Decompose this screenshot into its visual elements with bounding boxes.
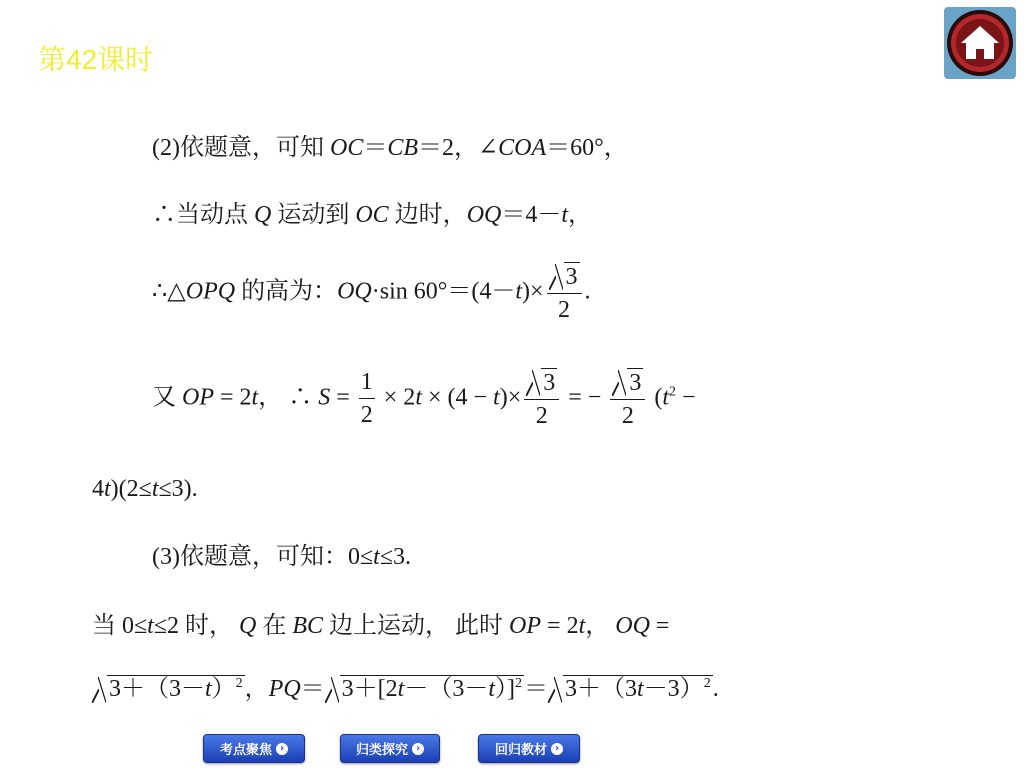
fraction-sqrt3-over-2: $\frac{3}{2}$ <box>547 262 582 324</box>
fraction-sqrt3-over-2: $\frac{3}{2}$ <box>524 368 559 430</box>
fraction-sqrt3-over-2: $\frac{3}{2}$ <box>610 368 645 430</box>
home-button[interactable] <box>944 7 1016 79</box>
chevron-right-icon: › <box>551 743 563 755</box>
chevron-right-icon: › <box>276 743 288 755</box>
solution-line-5: 4t)(2≤t≤3). <box>92 476 198 502</box>
nav-button-guilei[interactable]: 归类探究 › <box>340 734 440 763</box>
solution-line-1: (2)依题意，可知 OC＝CB＝2，∠COA＝60°， <box>152 135 628 161</box>
solution-line-4: 又 OP = 2t， ∴ S = $\frac{1}{2}$ × 2t × (4 − t)× $\frac{3}{2}$ = − $\frac{3}{2}$ ($t^2$ − <box>152 369 696 430</box>
sqrt-expression-pq: $3+[2t-(3-t)]^2$ <box>325 675 524 701</box>
solution-line-6: (3)依题意，可知：0≤t≤3. <box>152 544 411 570</box>
nav-button-huigui[interactable]: 回归教材 › <box>478 734 580 763</box>
sqrt-expression-result: $3+(3t-3)^2$ <box>548 675 713 701</box>
solution-line-3: ∴△OPQ 的高为：OQ·sin 60°＝(4－t)× $\frac{3}{2}$ . <box>152 264 591 324</box>
lesson-title: 第42课时 <box>38 44 154 75</box>
home-icon <box>944 7 1016 79</box>
fraction-1-over-2: $\frac{1}{2}$ <box>360 369 373 429</box>
solution-line-2: ∴当动点 Q 运动到 OC 边时，OQ＝4－t， <box>152 202 593 228</box>
sqrt-expression-oq: $3+(3-t)^2$ <box>92 675 245 701</box>
solution-line-7: 当 0≤t≤2 时， Q 在 BC 边上运动， 此时 OP = 2t， OQ = <box>92 613 670 639</box>
solution-line-8: $3+(3-t)^2$，$PQ= 3+[2t-(3-t)]^2= 3+(3t-3)^2$. <box>92 675 719 701</box>
chevron-right-icon: › <box>412 743 424 755</box>
nav-button-kaodian[interactable]: 考点聚焦 › <box>203 734 305 763</box>
